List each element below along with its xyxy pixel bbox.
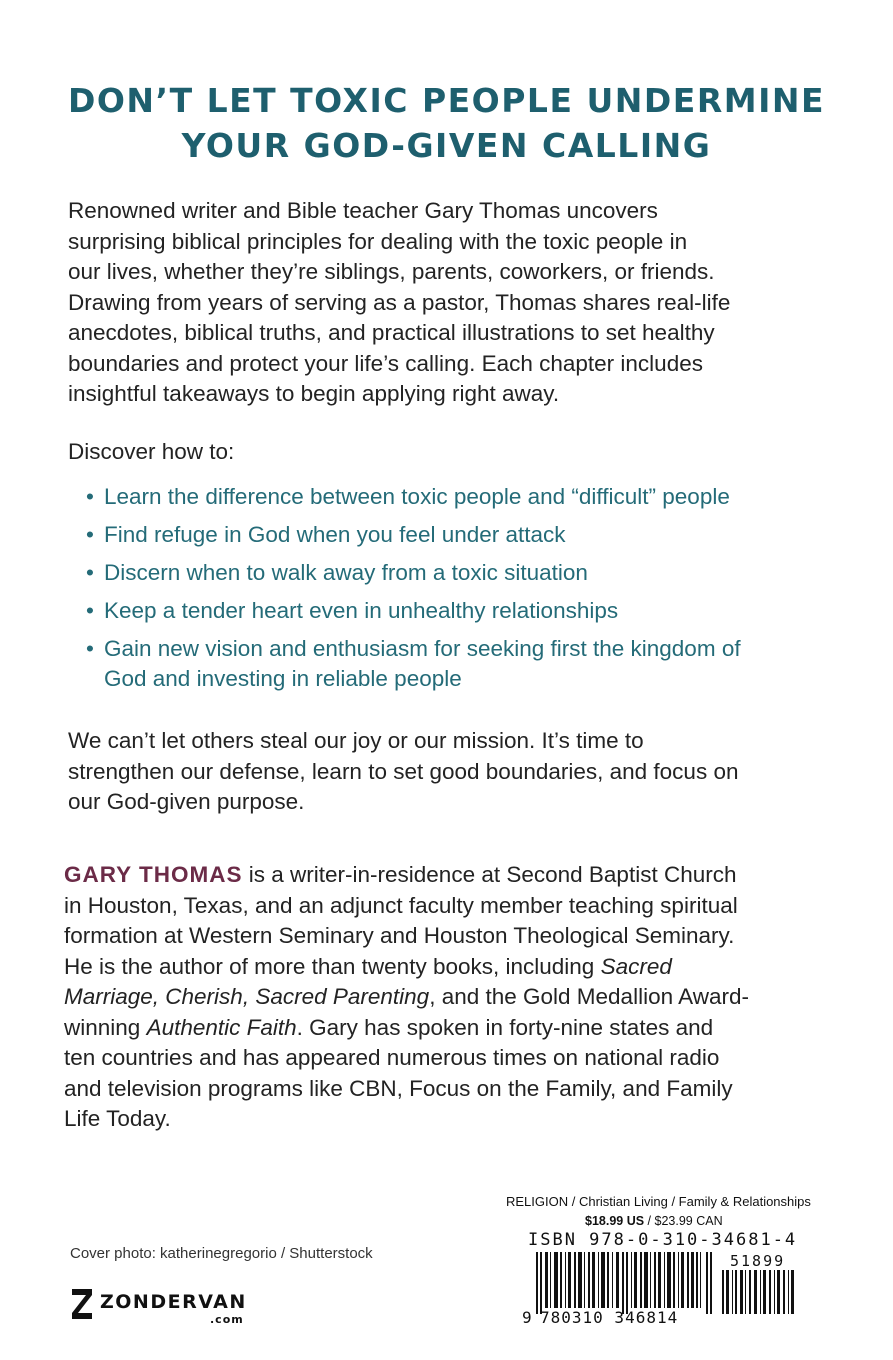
- bio-line: ten countries and has appeared numerous times on national radio: [64, 1045, 720, 1070]
- intro-line: surprising biblical principles for dealing with the toxic people in: [68, 228, 688, 254]
- headline-line-2: YOUR GOD-GIVEN CALLING: [181, 126, 712, 165]
- bio-text: . Gary has spoken in forty-nine states and: [296, 1014, 714, 1040]
- headline: [0, 78, 893, 168]
- bisac-category: RELIGION / Christian Living / Family & Relationships: [506, 1194, 811, 1209]
- bio-line: and television programs like CBN, Focus on the Family, and Family: [64, 1075, 733, 1101]
- book-title: Marriage, Cherish, Sacred Parenting: [64, 984, 430, 1009]
- intro-line: anecdotes, biblical truths, and practical illustrations to set healthy: [68, 320, 715, 345]
- intro-line: Drawing from years of serving as a pastor, Thomas shares real-life: [68, 289, 731, 315]
- bullet-text: Gain new vision and enthusiasm for seeking first the kingdom of: [104, 636, 741, 661]
- closing-line: our God-given purpose.: [68, 789, 305, 814]
- barcode-digit-first: 9: [522, 1308, 532, 1327]
- intro-line: insightful takeaways to begin applying right away.: [68, 381, 560, 406]
- book-title: Authentic Faith: [146, 1014, 297, 1040]
- barcode-block: [500, 1194, 830, 1334]
- list-item: [86, 482, 846, 512]
- isbn-text: ISBN 978-0-310-34681-4: [528, 1230, 798, 1250]
- bio-line: formation at Western Seminary and Houston Theological Seminary.: [64, 923, 735, 948]
- intro-paragraph: [68, 196, 843, 410]
- intro-line: Renowned writer and Bible teacher Gary Thomas uncovers: [68, 198, 658, 223]
- discover-label: Discover how to:: [68, 439, 235, 464]
- bullet-icon: •: [86, 560, 94, 585]
- zondervan-logo-icon: [70, 1287, 94, 1321]
- closing-paragraph: [68, 726, 843, 818]
- bio-text: , and the Gold Medallion Award-: [429, 984, 749, 1009]
- headline-line-1: DON’T LET TOXIC PEOPLE UNDERMINE: [67, 81, 826, 120]
- bullet-text: Find refuge in God when you feel under attack: [104, 522, 566, 547]
- barcode-digits: 780310 346814: [540, 1308, 679, 1327]
- bullet-text: Learn the difference between toxic people and “difficult” people: [104, 484, 730, 509]
- bullet-icon: •: [86, 484, 94, 509]
- publisher-domain: .com: [210, 1313, 244, 1326]
- bio-text: He is the author of more than twenty books, including: [64, 953, 601, 979]
- intro-line: boundaries and protect your life’s calling. Each chapter includes: [68, 350, 703, 376]
- list-item: [86, 634, 846, 694]
- bullet-text: Discern when to walk away from a toxic situation: [104, 560, 588, 585]
- bio-text: is a writer-in-residence at Second Baptist Church: [242, 862, 737, 887]
- bullet-text: Keep a tender heart even in unhealthy relationships: [104, 598, 619, 623]
- price-us: $18.99 US: [585, 1214, 645, 1228]
- closing-line: strengthen our defense, learn to set good boundaries, and focus on: [68, 758, 739, 784]
- list-item: [86, 558, 846, 588]
- bio-line: in Houston, Texas, and an adjunct faculty member teaching spiritual: [64, 892, 738, 918]
- cover-photo-credit: Cover photo: katherinegregorio / Shutterstock: [70, 1245, 373, 1262]
- publisher-name: ZONDERVAN: [100, 1291, 247, 1313]
- author-name: GARY THOMAS: [64, 862, 243, 887]
- publisher-logo: [70, 1287, 290, 1327]
- closing-line: We can’t let others steal our joy or our mission. It’s time to: [68, 728, 644, 753]
- intro-line: our lives, whether they’re siblings, parents, coworkers, or friends.: [68, 259, 715, 284]
- bullet-icon: •: [86, 522, 94, 547]
- bullet-icon: •: [86, 598, 94, 623]
- bullet-text: God and investing in reliable people: [104, 666, 462, 691]
- list-item: [86, 520, 846, 550]
- barcode-supplement: 51899: [730, 1252, 786, 1270]
- book-title: Sacred: [600, 953, 672, 979]
- author-bio: [64, 860, 854, 1135]
- bio-line: Life Today.: [64, 1106, 171, 1131]
- bullet-icon: •: [86, 636, 94, 661]
- list-item: [86, 596, 846, 626]
- price: [585, 1214, 723, 1228]
- bullet-list: [86, 482, 846, 702]
- price-can: / $23.99 CAN: [644, 1214, 723, 1228]
- bio-text: winning: [64, 1014, 147, 1040]
